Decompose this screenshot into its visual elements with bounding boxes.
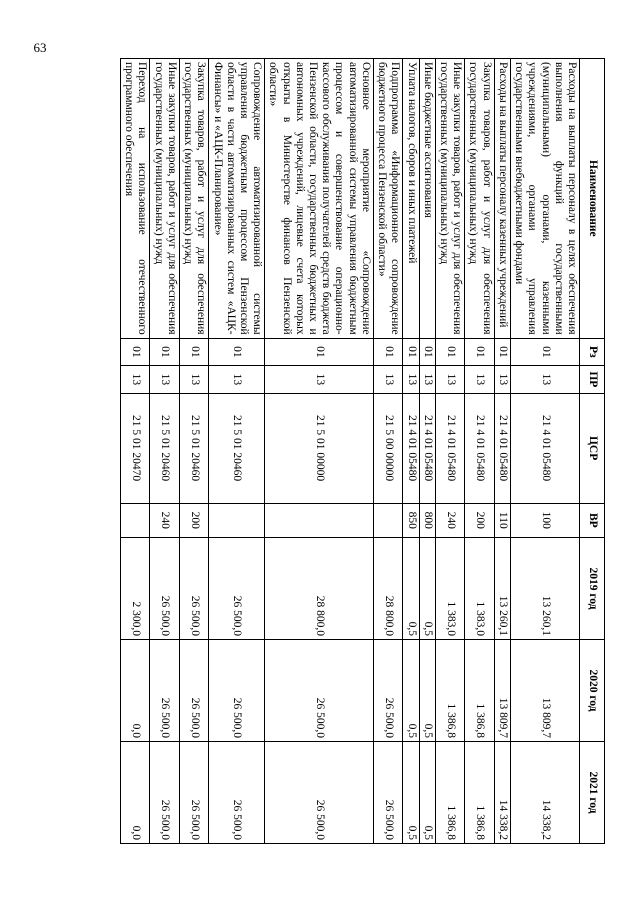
cell-2021: 1 386,8: [435, 741, 464, 843]
cell-2021: 0,5: [403, 741, 419, 843]
cell-rz: 01: [403, 338, 419, 366]
cell-name: Иные закупки товаров, работ и услуг для обеспечения государственных (муниципальных) нужд: [150, 59, 179, 339]
cell-csr: 21 5 01 20460: [209, 393, 265, 503]
cell-rz: 01: [150, 338, 179, 366]
cell-2021: 26 500,0: [209, 741, 265, 843]
cell-csr: 21 5 01 20460: [150, 393, 179, 503]
cell-csr: 21 5 01 00000: [265, 393, 374, 503]
cell-rz: 01: [510, 338, 579, 366]
cell-2021: 26 500,0: [373, 741, 402, 843]
cell-vr: [265, 503, 374, 537]
header-2020: 2020 год: [580, 639, 605, 741]
cell-vr: 200: [179, 503, 208, 537]
header-csr: ЦСР: [580, 393, 605, 503]
cell-2021: 0,5: [419, 741, 435, 843]
cell-2021: 14 338,2: [510, 741, 579, 843]
header-pr: ПР: [580, 366, 605, 394]
cell-2019: 2 300,0: [121, 537, 150, 639]
cell-2020: 26 500,0: [150, 639, 179, 741]
cell-name: Расходы на выплаты персоналу казенных учреждений: [494, 59, 510, 339]
header-rz: Рз: [580, 338, 605, 366]
cell-vr: 200: [465, 503, 494, 537]
cell-csr: 21 4 01 05480: [403, 393, 419, 503]
cell-name: Переход на использование отечественного программного обеспечения: [121, 59, 150, 339]
table-row: [510, 59, 579, 844]
cell-2019: 26 500,0: [209, 537, 265, 639]
cell-2020: 0,5: [419, 639, 435, 741]
cell-2021: 26 500,0: [150, 741, 179, 843]
table-header-row: [580, 59, 605, 844]
cell-2019: 13 260,1: [494, 537, 510, 639]
cell-2021: 26 500,0: [265, 741, 374, 843]
cell-2021: 1 386,8: [465, 741, 494, 843]
cell-2020: 13 809,7: [510, 639, 579, 741]
table-row: [373, 59, 402, 844]
cell-rz: 01: [419, 338, 435, 366]
page-number: 63: [33, 40, 47, 55]
cell-pr: 13: [403, 366, 419, 394]
budget-table: [120, 58, 605, 844]
table-row: [179, 59, 208, 844]
table-row: [403, 59, 419, 844]
cell-csr: 21 4 01 05480: [494, 393, 510, 503]
cell-2019: 1 383,0: [435, 537, 464, 639]
header-name: Наименование: [580, 59, 605, 339]
cell-2021: 14 338,2: [494, 741, 510, 843]
cell-name: Иные закупки товаров, работ и услуг для обеспечения государственных (муниципальных) нужд: [435, 59, 464, 339]
cell-vr: 110: [494, 503, 510, 537]
cell-2021: 26 500,0: [179, 741, 208, 843]
cell-name: Уплата налогов, сборов и иных платежей: [403, 59, 419, 339]
table-row: [265, 59, 374, 844]
cell-vr: [209, 503, 265, 537]
cell-csr: 21 4 01 05480: [465, 393, 494, 503]
header-vr: ВР: [580, 503, 605, 537]
table-row: [209, 59, 265, 844]
cell-vr: [373, 503, 402, 537]
cell-pr: 13: [465, 366, 494, 394]
cell-rz: 01: [209, 338, 265, 366]
cell-rz: 01: [179, 338, 208, 366]
cell-rz: 01: [435, 338, 464, 366]
cell-2020: 13 809,7: [494, 639, 510, 741]
cell-csr: 21 5 00 00000: [373, 393, 402, 503]
cell-pr: 13: [209, 366, 265, 394]
cell-rz: 01: [373, 338, 402, 366]
budget-table-rotated: [85, 58, 605, 844]
cell-2020: 0,0: [121, 639, 150, 741]
cell-csr: 21 4 01 05480: [435, 393, 464, 503]
cell-rz: 01: [494, 338, 510, 366]
cell-pr: 13: [510, 366, 579, 394]
header-2019: 2019 год: [580, 537, 605, 639]
cell-2020: 26 500,0: [265, 639, 374, 741]
cell-2019: 28 800,0: [265, 537, 374, 639]
cell-vr: 240: [150, 503, 179, 537]
cell-csr: 21 4 01 05480: [510, 393, 579, 503]
cell-2019: 13 260,1: [510, 537, 579, 639]
cell-2019: 26 500,0: [179, 537, 208, 639]
cell-2020: 26 500,0: [373, 639, 402, 741]
cell-vr: [121, 503, 150, 537]
cell-vr: 100: [510, 503, 579, 537]
cell-pr: 13: [419, 366, 435, 394]
cell-name: Расходы на выплаты персоналу в целях обеспечения выполнения функций государственными (муниципальными) органами, казенными учреждениями, органами управления государственными внебюджетными фондами: [510, 59, 579, 339]
cell-2019: 26 500,0: [150, 537, 179, 639]
table-row: [435, 59, 464, 844]
cell-2019: 0,5: [403, 537, 419, 639]
cell-rz: 01: [465, 338, 494, 366]
cell-csr: 21 5 01 20470: [121, 393, 150, 503]
cell-rz: 01: [121, 338, 150, 366]
cell-name: Закупка товаров, работ и услуг для обеспечения государственных (муниципальных) нужд: [465, 59, 494, 339]
cell-name: Закупка товаров, работ и услуг для обеспечения государственных (муниципальных) нужд: [179, 59, 208, 339]
cell-2020: 26 500,0: [179, 639, 208, 741]
cell-2021: 0,0: [121, 741, 150, 843]
table-row: [150, 59, 179, 844]
cell-name: Подпрограмма «Информационное сопровождение бюджетного процесса Пензенской области»: [373, 59, 402, 339]
cell-pr: 13: [435, 366, 464, 394]
cell-2019: 28 800,0: [373, 537, 402, 639]
cell-csr: 21 4 01 05480: [419, 393, 435, 503]
cell-name: Основное мероприятие «Сопровождение автоматизированной системы управления бюджетным процессом и совершенствование операционно-кассового обслуживания получателей средств бюджета Пензенской области, государственных бюджетных и автономных учреждений, лицевые счета которых открыты в Министерстве финансов Пензенской области»: [265, 59, 374, 339]
cell-vr: 800: [419, 503, 435, 537]
table-row: [419, 59, 435, 844]
cell-pr: 13: [265, 366, 374, 394]
table-row: [494, 59, 510, 844]
cell-name: Сопровождение автоматизированной системы управления бюджетным процессом Пензенской области в части автоматизированных систем «АЦК-Финансы» и «АЦК-Планирование»: [209, 59, 265, 339]
cell-pr: 13: [494, 366, 510, 394]
cell-2020: 1 386,8: [465, 639, 494, 741]
cell-name: Иные бюджетные ассигнования: [419, 59, 435, 339]
table-row: [121, 59, 150, 844]
cell-2020: 1 386,8: [435, 639, 464, 741]
table-body: [121, 59, 580, 844]
cell-vr: 850: [403, 503, 419, 537]
cell-pr: 13: [179, 366, 208, 394]
cell-vr: 240: [435, 503, 464, 537]
cell-2020: 26 500,0: [209, 639, 265, 741]
cell-csr: 21 5 01 20460: [179, 393, 208, 503]
cell-pr: 13: [150, 366, 179, 394]
cell-2019: 1 383,0: [465, 537, 494, 639]
header-2021: 2021 год: [580, 741, 605, 843]
cell-pr: 13: [121, 366, 150, 394]
cell-2019: 0,5: [419, 537, 435, 639]
cell-rz: 01: [265, 338, 374, 366]
cell-2020: 0,5: [403, 639, 419, 741]
cell-pr: 13: [373, 366, 402, 394]
table-row: [465, 59, 494, 844]
